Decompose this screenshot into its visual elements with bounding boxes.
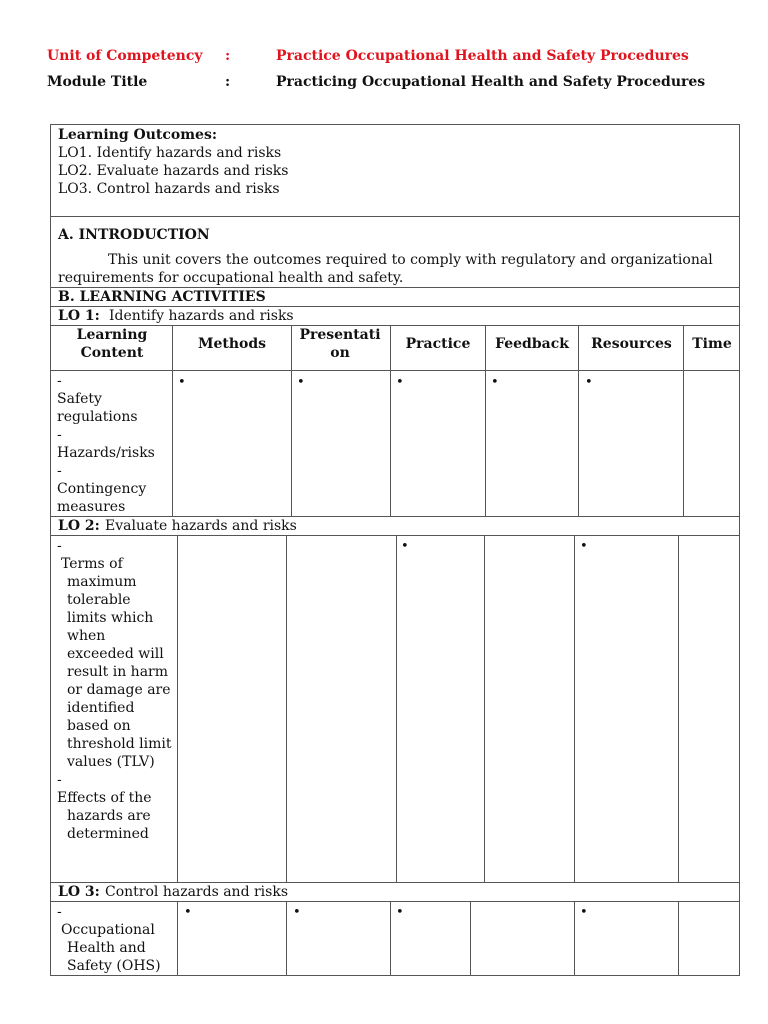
lo3-learning-content <box>57 903 171 975</box>
column-rule <box>177 535 178 882</box>
module-colon: : <box>225 74 231 90</box>
column-rule <box>396 535 397 882</box>
column-rule <box>470 901 471 976</box>
lo1-text: Identify hazards and risks <box>109 308 294 324</box>
bullet-icon: • <box>396 905 404 920</box>
column-rule <box>574 901 575 976</box>
column-rule <box>390 325 391 516</box>
dash-marker: - <box>57 373 62 389</box>
learning-outcome-2: LO2. Evaluate hazards and risks <box>58 163 289 179</box>
bullet-icon: • <box>585 375 593 390</box>
dash-marker: - <box>57 427 62 443</box>
column-header-practice: Practice <box>405 336 471 352</box>
introduction-title: A. INTRODUCTION <box>58 227 210 243</box>
bullet-icon: • <box>580 905 588 920</box>
column-rule <box>683 325 684 516</box>
unit-colon: : <box>225 48 231 64</box>
list-item: Safety regulations <box>57 391 138 425</box>
list-item: Contingency measures <box>57 481 147 515</box>
column-rule <box>286 901 287 976</box>
bullet-icon: • <box>293 905 301 920</box>
lo1-label: LO 1: <box>58 308 100 324</box>
learning-outcome-1: LO1. Identify hazards and risks <box>58 145 282 161</box>
lo3-label: LO 3: <box>58 884 100 900</box>
unit-of-competency-value: Practice Occupational Health and Safety Procedures <box>276 48 689 64</box>
column-rule <box>574 535 575 882</box>
dash-marker: - <box>57 772 62 788</box>
lo2-learning-content <box>57 537 173 843</box>
column-header-feedback: Feedback <box>495 336 569 352</box>
introduction-line-2: requirements for occupational health and safety. <box>58 270 404 286</box>
lo2-text: Evaluate hazards and risks <box>105 518 297 534</box>
column-rule <box>286 535 287 882</box>
bullet-icon: • <box>401 539 409 554</box>
learning-activities-title: B. LEARNING ACTIVITIES <box>58 289 266 305</box>
column-rule <box>485 325 486 516</box>
list-item: Effects of the hazards are determined <box>57 790 152 842</box>
divider <box>50 370 740 371</box>
column-header-methods: Methods <box>197 336 267 352</box>
dash-marker: - <box>57 904 62 920</box>
dash-marker: - <box>57 538 62 554</box>
column-rule <box>578 325 579 516</box>
list-item: Terms of maximum tolerable limits which when exceeded will result in harm or damage are identified based on threshold limit values (TLV) <box>61 556 172 770</box>
column-rule <box>291 325 292 516</box>
column-header-learning-content: Learning Content <box>76 327 148 361</box>
bullet-icon: • <box>580 539 588 554</box>
introduction-line-1: This unit covers the outcomes required to comply with regulatory and organizational <box>108 252 713 268</box>
bullet-icon: • <box>178 375 186 390</box>
bullet-icon: • <box>491 375 499 390</box>
column-header-time: Time <box>692 336 732 352</box>
list-item: Hazards/risks <box>57 445 155 461</box>
divider <box>50 216 740 217</box>
column-rule <box>172 325 173 516</box>
bullet-icon: • <box>184 905 192 920</box>
learning-outcomes-title: Learning Outcomes: <box>58 127 218 143</box>
column-rule <box>390 901 391 976</box>
column-rule <box>177 901 178 976</box>
column-rule <box>678 901 679 976</box>
column-header-presentation: Presentati on <box>299 327 381 361</box>
bullet-icon: • <box>396 375 404 390</box>
unit-of-competency-label: Unit of Competency <box>47 48 203 64</box>
lo3-text: Control hazards and risks <box>105 884 289 900</box>
lo2-label: LO 2: <box>58 518 100 534</box>
divider <box>50 901 740 902</box>
list-item: Occupational Health and Safety (OHS) <box>61 922 161 974</box>
dash-marker: - <box>57 463 62 479</box>
column-rule <box>678 535 679 882</box>
module-title-value: Practicing Occupational Health and Safety Procedures <box>276 74 706 90</box>
module-title-label: Module Title <box>47 74 148 90</box>
divider <box>50 535 740 536</box>
column-header-resources: Resources <box>591 336 672 352</box>
learning-outcome-3: LO3. Control hazards and risks <box>58 181 280 197</box>
column-rule <box>484 535 485 882</box>
lo1-learning-content <box>57 372 169 516</box>
bullet-icon: • <box>297 375 305 390</box>
